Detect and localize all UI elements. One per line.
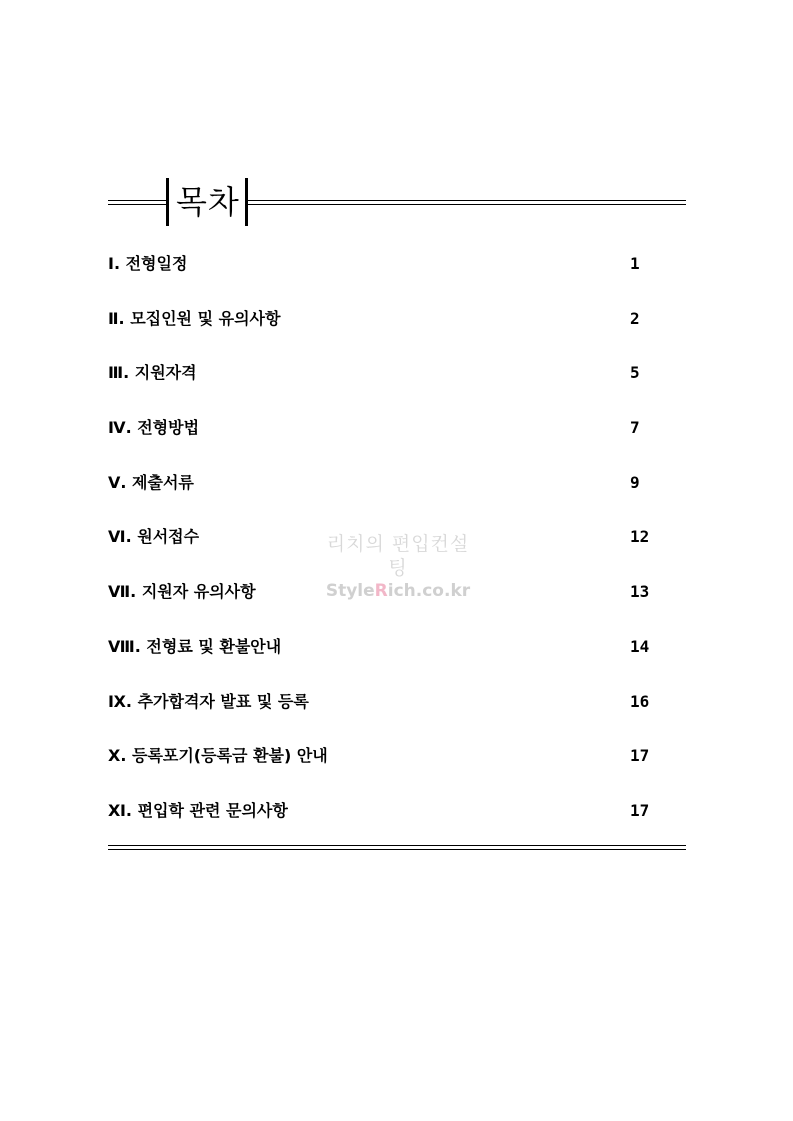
- toc-item[interactable]: [108, 469, 686, 524]
- toc-item[interactable]: [108, 797, 686, 852]
- toc-item-label: Ⅵ. 원서접수: [108, 527, 200, 547]
- title-bar-left: [166, 178, 169, 226]
- toc-item-page: 1: [630, 254, 640, 273]
- toc-item-page: 9: [630, 472, 640, 492]
- toc-item-label: Ⅱ. 모집인원 및 유의사항: [108, 308, 281, 328]
- toc-item[interactable]: [108, 523, 686, 578]
- toc-item-page: 17: [630, 800, 650, 820]
- toc-item-label: Ⅴ. 제출서류: [108, 472, 194, 492]
- watermark-text-accent: R: [374, 581, 388, 601]
- toc-item[interactable]: [108, 742, 686, 797]
- toc-item-label: Ⅸ. 추가합격자 발표 및 등록: [108, 691, 309, 711]
- toc-item-page: 2: [630, 308, 640, 328]
- toc-item-page: 13: [630, 582, 650, 602]
- header-rule-left: [108, 200, 166, 205]
- watermark-text-post: ich.co.kr: [387, 581, 471, 601]
- toc-item[interactable]: [108, 633, 686, 688]
- toc-item-label: Ⅷ. 전형료 및 환불안내: [108, 636, 282, 656]
- toc-list: [108, 250, 686, 852]
- toc-item-label: Ⅹ. 등록포기(등록금 환불) 안내: [108, 746, 328, 766]
- toc-item[interactable]: [108, 688, 686, 743]
- page-title: 목차: [176, 183, 240, 221]
- toc-item-label: Ⅶ. 지원자 유의사항: [108, 582, 256, 602]
- toc-item-page: 12: [630, 527, 650, 547]
- toc-item[interactable]: [108, 578, 686, 633]
- toc-item-label: Ⅰ. 전형일정: [108, 254, 188, 273]
- watermark-line1: 리치의 편입컨설팅: [326, 533, 470, 579]
- toc-item[interactable]: [108, 305, 686, 360]
- toc-item-page: 17: [630, 746, 650, 766]
- header-rule-right: [248, 200, 686, 205]
- toc-item[interactable]: [108, 359, 686, 414]
- toc-item-label: Ⅲ. 지원자격: [108, 363, 197, 383]
- toc-item-label: Ⅺ. 편입학 관련 문의사항: [108, 800, 288, 820]
- toc-item-page: 14: [630, 636, 650, 656]
- toc-item-page: 5: [630, 363, 640, 383]
- toc-item[interactable]: [108, 414, 686, 469]
- toc-header: [108, 178, 686, 228]
- toc-item-page: 16: [630, 691, 650, 711]
- watermark-text-pre: Style: [325, 581, 375, 601]
- bottom-rule: [108, 845, 686, 850]
- toc-item-label: Ⅳ. 전형방법: [108, 418, 200, 438]
- toc-item[interactable]: [108, 250, 686, 305]
- toc-item-page: 7: [630, 418, 640, 438]
